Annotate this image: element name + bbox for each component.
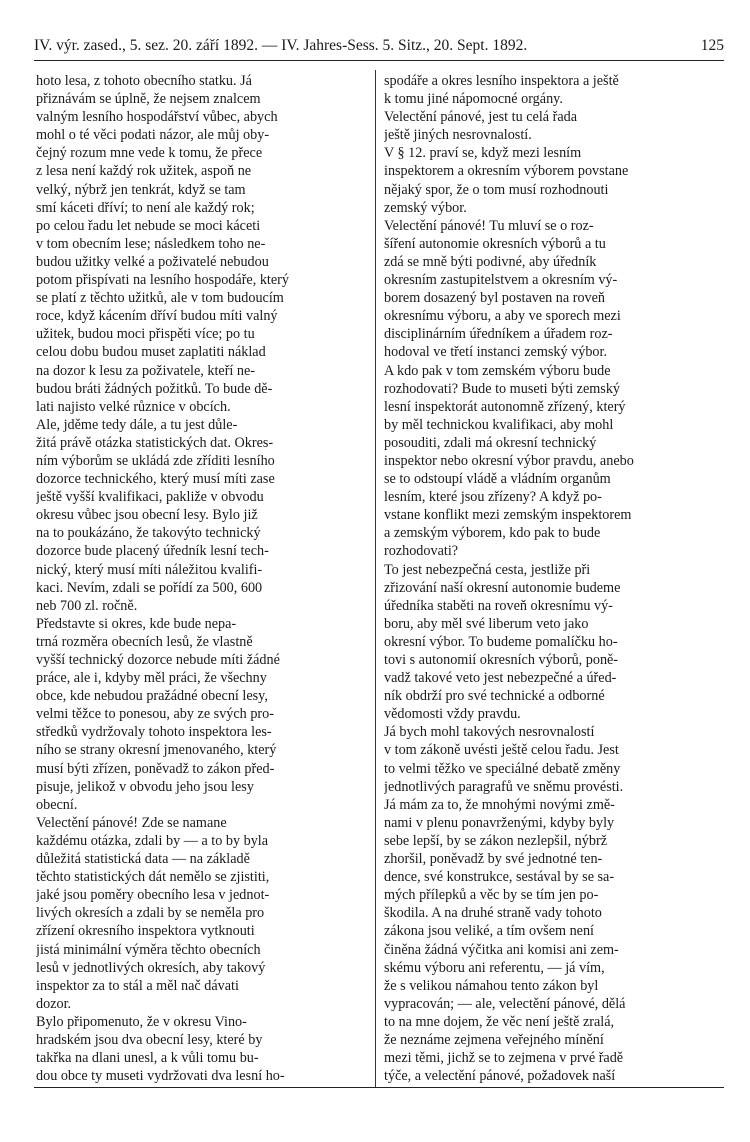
text-line: mezi těmi, jichž se to zejmena v prvé řadě xyxy=(384,1050,624,1067)
text-line: šíření autonomie okresních výborů a tu xyxy=(384,235,606,252)
text-line: valným lesního hospodářství vůbec, abych xyxy=(36,109,278,126)
text-line: potom přispívati na lesního hospodáře, který xyxy=(36,272,289,289)
text-line: posouditi, zdali má okresní technický xyxy=(384,434,597,451)
text-line: důležitá statistická data — na základě xyxy=(36,851,250,868)
text-line: mých přílepků a věc by se tím jen po- xyxy=(384,887,599,904)
text-line: Ale, jděme tedy dále, a tu jest důle- xyxy=(36,416,238,433)
text-line: okresnímu výboru, a aby ve sporech mezi xyxy=(384,308,621,325)
text-line: budou užitky velké a poživatelé nebudou xyxy=(36,253,269,270)
text-line: tovi s autonomií okresních výborů, poně- xyxy=(384,652,619,668)
text-line: žitá právě otázka statistických dat. Okres- xyxy=(36,434,274,451)
text-line: obecní. xyxy=(36,796,78,813)
header-title: IV. výr. zased., 5. sez. 20. září 1892. — IV. Jahres-Sess. 5. Sitz., 20. Sept. 1892. xyxy=(34,37,528,54)
page-number: 125 xyxy=(700,37,724,54)
running-header xyxy=(34,34,724,58)
text-line: trná rozměra obecních lesů, že vlastně xyxy=(36,633,253,650)
text-line: v tom obecním lese; následkem toho ne- xyxy=(36,235,266,252)
text-line: středků vydržovaly tohoto inspektora les- xyxy=(36,724,272,741)
text-line: činěna žádná výčitka ani komisi ani zem- xyxy=(384,941,619,958)
text-line: velký, nýbrž jen tenkrát, když se tam xyxy=(36,181,246,198)
text-line: zřízení okresního inspektora vytknouti xyxy=(36,923,255,940)
text-line: vyšší technický dozorce nebude míti žádné xyxy=(36,652,280,668)
text-line: vědomosti vždy pravdu. xyxy=(384,706,521,723)
text-line: úředníka staběti na roveň okresnímu vý- xyxy=(384,597,613,614)
text-line: kaci. Nevím, zdali se pořídí za 500, 600 xyxy=(36,579,263,596)
text-line: disciplinárním úředníkem a úřadem roz- xyxy=(384,326,613,343)
text-line: týče, a velectění pánové, požadovek naší xyxy=(384,1068,616,1085)
text-line: lesní inspektorát autonomně zřízený, který xyxy=(384,398,626,415)
text-line: hodoval ve třetí instanci zemský výbor. xyxy=(384,344,608,361)
text-line: škodila. A na druhé straně vady tohoto xyxy=(384,905,602,922)
text-line: dozor. xyxy=(36,995,72,1012)
text-line: že neznáme zejmena veřejného mínění xyxy=(384,1031,604,1048)
text-line: velmi těžce to ponesou, aby ze svých pro- xyxy=(36,706,274,723)
text-line: sebe lepší, by se zákon nezlepšil, nýbrž xyxy=(384,832,607,849)
text-line: takřka na dlani unesl, a k vůli tomu bu- xyxy=(36,1050,259,1067)
text-line: Já bych mohl takových nesrovnalostí xyxy=(384,724,595,741)
text-line: to na mne dojem, že věc není ještě zralá, xyxy=(384,1013,615,1030)
text-line: inspektorem a okresním výborem povstane xyxy=(384,163,629,180)
text-line: nický, který musí míti náležitou kvalifi- xyxy=(36,561,263,578)
text-line: práce, ale i, kdyby měl práci, že všechny xyxy=(36,670,267,687)
text-line: inspektor za to stál a měl nač dávati xyxy=(36,977,239,994)
text-line: mohl o té věci podati názor, ale můj oby- xyxy=(36,127,270,144)
text-line: zákona jsou veliké, a tím ovšem není xyxy=(384,923,594,940)
text-line: těchto statistických dát nemělo se zjistiti, xyxy=(36,869,270,886)
text-line: inspektor nebo okresní výbor pravdu, anebo xyxy=(384,452,634,469)
text-line: jednotlivých paragrafů ve sněmu provésti. xyxy=(384,778,624,795)
text-line: budou bráti žádných požitků. To bude dě- xyxy=(36,380,273,397)
text-line: čejný rozum mne vede k tomu, že přece xyxy=(36,145,263,162)
header-rule xyxy=(34,60,724,61)
left-column xyxy=(36,72,366,1085)
text-line: okresní výbor. To budeme pomalíčku ho- xyxy=(384,633,618,650)
text-line: rozhodovati? Bude to museti býti zemský xyxy=(384,380,621,397)
text-line: dou obce ty museti vydržovati dva lesní ho- xyxy=(36,1068,285,1085)
text-line: se platí z těchto užitků, ale v tom budoucím xyxy=(36,290,284,307)
text-line: hoto lesa, z tohoto obecního statku. Já xyxy=(36,73,252,89)
text-line: Velectění pánové, jest tu celá řada xyxy=(384,109,578,126)
text-line: Velectění pánové! Tu mluví se o roz- xyxy=(384,217,594,234)
text-line: obce, kde nebudou pražádné obecní lesy, xyxy=(36,688,268,705)
text-line: zhoršil, poněvadž by své jednotné ten- xyxy=(384,851,603,868)
text-line: zemský výbor. xyxy=(384,199,467,216)
text-line: hradském jsou dva obecní lesy, které by xyxy=(36,1031,263,1048)
text-line: se to odstoupí vládě a vládním organům xyxy=(384,471,611,488)
text-line: ního se strany okresní jmenovaného, který xyxy=(36,742,277,759)
text-line: přiznávám se úplně, že nejsem znalcem xyxy=(36,91,261,108)
text-line: na to poukázáno, že takovýto technický xyxy=(36,525,261,542)
text-line: zdá se mně býti podivné, aby úředník xyxy=(384,253,597,270)
text-line: livých okresích a zdali by se neměla pro xyxy=(36,905,265,922)
text-line: neb 700 zl. ročně. xyxy=(36,597,138,614)
footer-rule xyxy=(34,1087,724,1088)
text-line: musí býti zřízen, poněvadž to zákon před- xyxy=(36,760,275,777)
right-column xyxy=(384,72,722,1085)
text-line: dence, své konstrukce, sestával by se sa- xyxy=(384,869,615,886)
text-line: by měl technickou kvalifikaci, aby mohl xyxy=(384,416,614,433)
text-line: po celou řadu let nebude se moci káceti xyxy=(36,217,261,234)
text-line: okresním zastupitelstvem a okresním vý- xyxy=(384,272,618,289)
text-line: celou dobu budou muset zaplatiti náklad xyxy=(36,344,266,361)
text-line: nějaký spor, že o tom musí rozhodnouti xyxy=(384,181,609,198)
text-line: To jest nebezpečná cesta, jestliže při xyxy=(384,561,591,578)
text-line: každému otázka, zdali by — a to by byla xyxy=(36,832,269,849)
text-line: ník obdrží pro své technické a odborné xyxy=(384,688,605,705)
text-line: k tomu jiné nápomocné orgány. xyxy=(384,91,563,108)
text-line: okresu vůbec jsou obecní lesy. Bylo již xyxy=(36,507,258,524)
text-line: A kdo pak v tom zemském výboru bude xyxy=(384,362,611,379)
text-line: v tom zákoně uvésti ještě celou řadu. Jest xyxy=(384,742,619,759)
text-line: že s velikou námahou tento zákon byl xyxy=(384,977,599,994)
text-line: spodáře a okres lesního inspektora a ještě xyxy=(384,73,619,89)
text-line: vadž takové veto jest nebezpečné a úřed- xyxy=(384,670,617,687)
text-line: dozorce technického, který musí míti zase xyxy=(36,471,275,488)
text-line: Bylo připomenuto, že v okresu Vino- xyxy=(36,1013,247,1030)
text-line: Velectění pánové! Zde se namane xyxy=(36,814,227,831)
text-line: skému výboru ani referentu, — já vím, xyxy=(384,959,605,976)
text-line: ještě vyšší kvalifikaci, pakliže v obvodu xyxy=(36,489,264,506)
column-divider xyxy=(375,70,376,1088)
text-line: nami v plenu ponavrženými, kdyby byly xyxy=(384,814,615,831)
text-line: z lesa není každý rok užitek, aspoň ne xyxy=(36,163,252,180)
text-line: zřizování naší okresní autonomie budeme xyxy=(384,579,621,596)
text-line: ním výborům se ukládá zde zříditi lesního xyxy=(36,452,275,469)
text-line: borem dosazený byl postaven na roveň xyxy=(384,290,606,307)
text-line: a zemským výborem, kdo pak to bude xyxy=(384,525,601,542)
text-line: jaké jsou poměry obecního lesa v jednot- xyxy=(36,887,270,904)
text-line: Já mám za to, že mnohými novými změ- xyxy=(384,796,615,813)
text-line: jistá minimální výměra těchto obecních xyxy=(36,941,261,958)
text-line: lati najisto velké různice v obcích. xyxy=(36,398,231,415)
text-line: roce, když kácením dříví budou míti valný xyxy=(36,308,278,325)
text-line: ještě jiných nesrovnalostí. xyxy=(384,127,532,144)
text-line: rozhodovati? xyxy=(384,543,459,560)
text-line: vstane konflikt mezi zemským inspektorem xyxy=(384,507,632,524)
text-line: boru, aby měl své liberum veto jako xyxy=(384,615,589,632)
text-line: na dozor k lesu za poživatele, kteří ne- xyxy=(36,362,256,379)
text-line: dozorce bude placený úředník lesní tech- xyxy=(36,543,269,560)
text-line: lesů v jednotlivých okresích, aby takový xyxy=(36,959,266,976)
text-line: smí káceti dříví; to není ale každý rok; xyxy=(36,199,255,216)
text-line: užitek, budou moci přispěti více; po tu xyxy=(36,326,255,343)
text-line: Představte si okres, kde bude nepa- xyxy=(36,615,237,632)
text-line: vypracován; — ale, velectění pánové, dělá xyxy=(384,995,626,1012)
text-line: to velmi těžko ve speciálné debatě změny xyxy=(384,760,621,777)
text-line: pisuje, jelikož v obvodu jeho jsou lesy xyxy=(36,778,254,795)
text-line: V § 12. praví se, když mezi lesním xyxy=(384,145,582,162)
text-line: lesním, které jsou zřízeny? A když po- xyxy=(384,489,602,506)
